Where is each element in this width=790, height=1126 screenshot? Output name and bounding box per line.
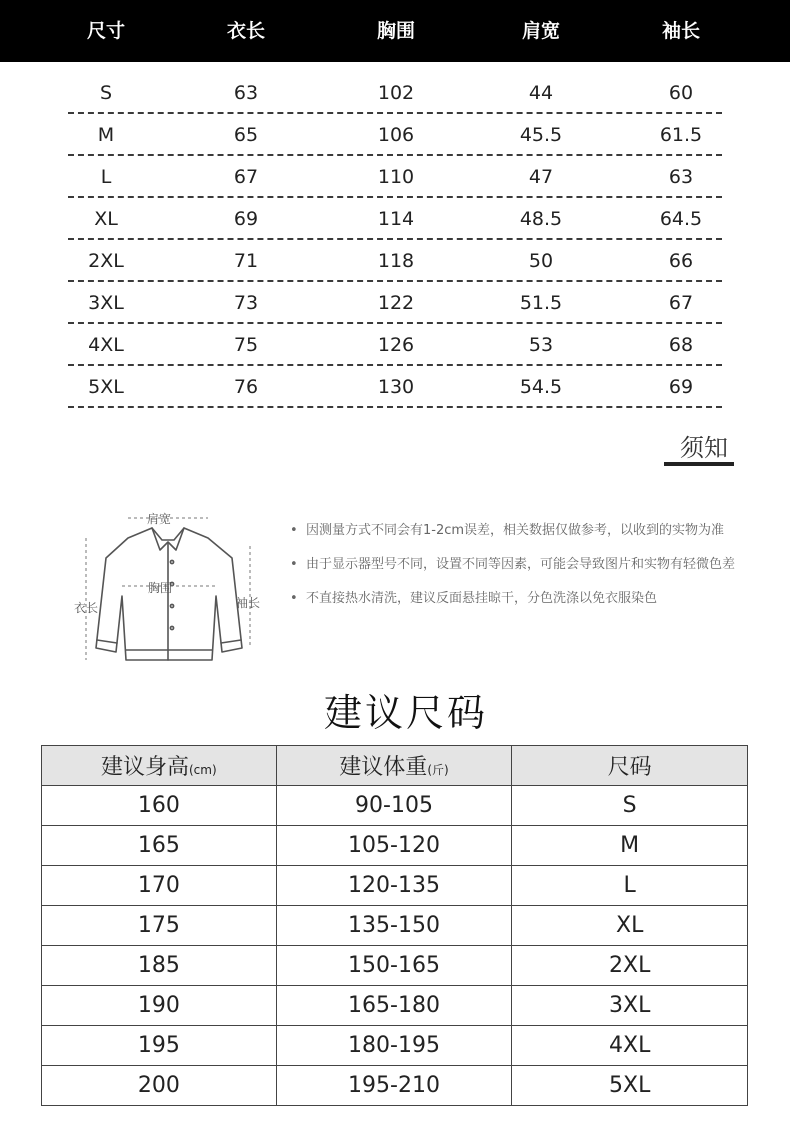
table-row xyxy=(42,906,748,946)
notice-underline xyxy=(664,462,734,466)
cell-height: 160 xyxy=(42,786,277,826)
cell-size: 4XL xyxy=(88,334,124,356)
bullet-icon: • xyxy=(290,591,298,606)
header-size: 尺寸 xyxy=(86,20,126,42)
cell-size: 4XL xyxy=(512,1026,748,1066)
tip-text: 不直接热水清洗，建议反面悬挂晾干，分色洗涤以免衣服染色 xyxy=(306,591,658,606)
row-divider xyxy=(68,406,722,408)
cell-chest: 126 xyxy=(377,334,415,356)
size-table-header xyxy=(0,0,790,62)
cell-size: 3XL xyxy=(512,986,748,1026)
cell-sleeve: 68 xyxy=(668,334,694,356)
header-height xyxy=(42,746,277,786)
tip-item xyxy=(290,588,740,610)
table-row xyxy=(42,986,748,1026)
cell-size: 5XL xyxy=(88,376,124,398)
cell-size: L xyxy=(512,866,748,906)
header-weight-label: 建议体重 xyxy=(339,755,428,780)
cell-weight: 165-180 xyxy=(276,986,512,1026)
table-row xyxy=(42,946,748,986)
cell-shoulder: 47 xyxy=(528,166,554,188)
cell-size: S xyxy=(512,786,748,826)
table-row xyxy=(42,786,748,826)
cell-size: M xyxy=(512,826,748,866)
label-length: 衣长 xyxy=(74,601,99,615)
tip-text: 因测量方式不同会有1-2cm误差，相关数据仅做参考，以收到的实物为准 xyxy=(306,523,725,538)
header-height-label: 建议身高 xyxy=(100,755,189,780)
cell-sleeve: 61.5 xyxy=(659,124,703,146)
recommend-title: 建议尺码 xyxy=(323,691,488,735)
cell-sleeve: 63 xyxy=(668,166,694,188)
header-length: 衣长 xyxy=(226,20,266,42)
cell-length: 75 xyxy=(233,334,259,356)
cell-weight: 195-210 xyxy=(276,1066,512,1106)
care-tips xyxy=(290,520,740,622)
cell-shoulder: 54.5 xyxy=(519,376,563,398)
table-row xyxy=(42,826,748,866)
table-row xyxy=(0,324,790,366)
label-chest: 胸围 xyxy=(148,581,173,595)
size-table-body xyxy=(0,72,790,408)
table-row xyxy=(0,366,790,408)
cell-size: XL xyxy=(512,906,748,946)
tip-item xyxy=(290,554,740,576)
cell-size: 5XL xyxy=(512,1066,748,1106)
cell-length: 65 xyxy=(233,124,259,146)
cell-height: 195 xyxy=(42,1026,277,1066)
header-size xyxy=(512,746,748,786)
cell-height: 170 xyxy=(42,866,277,906)
label-sleeve: 袖长 xyxy=(236,596,261,610)
cell-weight: 120-135 xyxy=(276,866,512,906)
notice-title: 须知 xyxy=(680,434,728,462)
cell-chest: 118 xyxy=(377,250,415,272)
recommend-table xyxy=(41,745,748,1106)
cell-weight: 150-165 xyxy=(276,946,512,986)
table-row xyxy=(42,1066,748,1106)
header-weight-unit: (斤) xyxy=(427,763,449,777)
cell-length: 63 xyxy=(233,82,259,104)
tip-text: 由于显示器型号不同，设置不同等因素，可能会导致图片和实物有轻微色差 xyxy=(306,557,736,572)
table-row xyxy=(0,156,790,198)
cell-sleeve: 69 xyxy=(668,376,694,398)
cell-height: 200 xyxy=(42,1066,277,1106)
cell-chest: 110 xyxy=(377,166,415,188)
table-row xyxy=(0,282,790,324)
cell-size: S xyxy=(99,82,113,104)
cell-shoulder: 48.5 xyxy=(519,208,563,230)
header-sleeve: 袖长 xyxy=(661,20,701,42)
cell-sleeve: 66 xyxy=(668,250,694,272)
cell-shoulder: 44 xyxy=(528,82,554,104)
jacket-diagram xyxy=(70,500,270,675)
cell-weight: 135-150 xyxy=(276,906,512,946)
cell-length: 73 xyxy=(233,292,259,314)
table-row xyxy=(42,1026,748,1066)
cell-shoulder: 50 xyxy=(528,250,554,272)
cell-length: 69 xyxy=(233,208,259,230)
table-row xyxy=(0,114,790,156)
cell-sleeve: 67 xyxy=(668,292,694,314)
cell-sleeve: 64.5 xyxy=(659,208,703,230)
cell-size: 3XL xyxy=(88,292,124,314)
header-shoulder: 肩宽 xyxy=(521,20,561,42)
bullet-icon: • xyxy=(290,523,298,538)
cell-shoulder: 45.5 xyxy=(519,124,563,146)
label-shoulder: 肩宽 xyxy=(147,512,172,526)
cell-height: 185 xyxy=(42,946,277,986)
table-row xyxy=(42,866,748,906)
cell-sleeve: 60 xyxy=(668,82,694,104)
cell-weight: 105-120 xyxy=(276,826,512,866)
header-chest: 胸围 xyxy=(376,20,416,42)
tip-item xyxy=(290,520,740,542)
header-weight xyxy=(276,746,512,786)
cell-length: 67 xyxy=(233,166,259,188)
cell-size: L xyxy=(100,166,112,188)
bullet-icon: • xyxy=(290,557,298,572)
table-row xyxy=(0,240,790,282)
cell-chest: 122 xyxy=(377,292,415,314)
cell-chest: 106 xyxy=(377,124,415,146)
cell-weight: 180-195 xyxy=(276,1026,512,1066)
cell-size: M xyxy=(97,124,115,146)
cell-weight: 90-105 xyxy=(276,786,512,826)
cell-chest: 102 xyxy=(377,82,415,104)
cell-size: 2XL xyxy=(88,250,124,272)
cell-height: 175 xyxy=(42,906,277,946)
cell-height: 165 xyxy=(42,826,277,866)
cell-size: XL xyxy=(94,208,118,230)
table-row xyxy=(0,198,790,240)
cell-size: 2XL xyxy=(512,946,748,986)
table-row xyxy=(0,72,790,114)
cell-length: 76 xyxy=(233,376,259,398)
cell-height: 190 xyxy=(42,986,277,1026)
cell-chest: 114 xyxy=(377,208,415,230)
cell-chest: 130 xyxy=(377,376,415,398)
cell-shoulder: 53 xyxy=(528,334,554,356)
cell-length: 71 xyxy=(233,250,259,272)
header-size-label: 尺码 xyxy=(607,755,652,780)
cell-shoulder: 51.5 xyxy=(519,292,563,314)
header-height-unit: (cm) xyxy=(189,763,217,777)
recommend-header-row xyxy=(42,746,748,786)
